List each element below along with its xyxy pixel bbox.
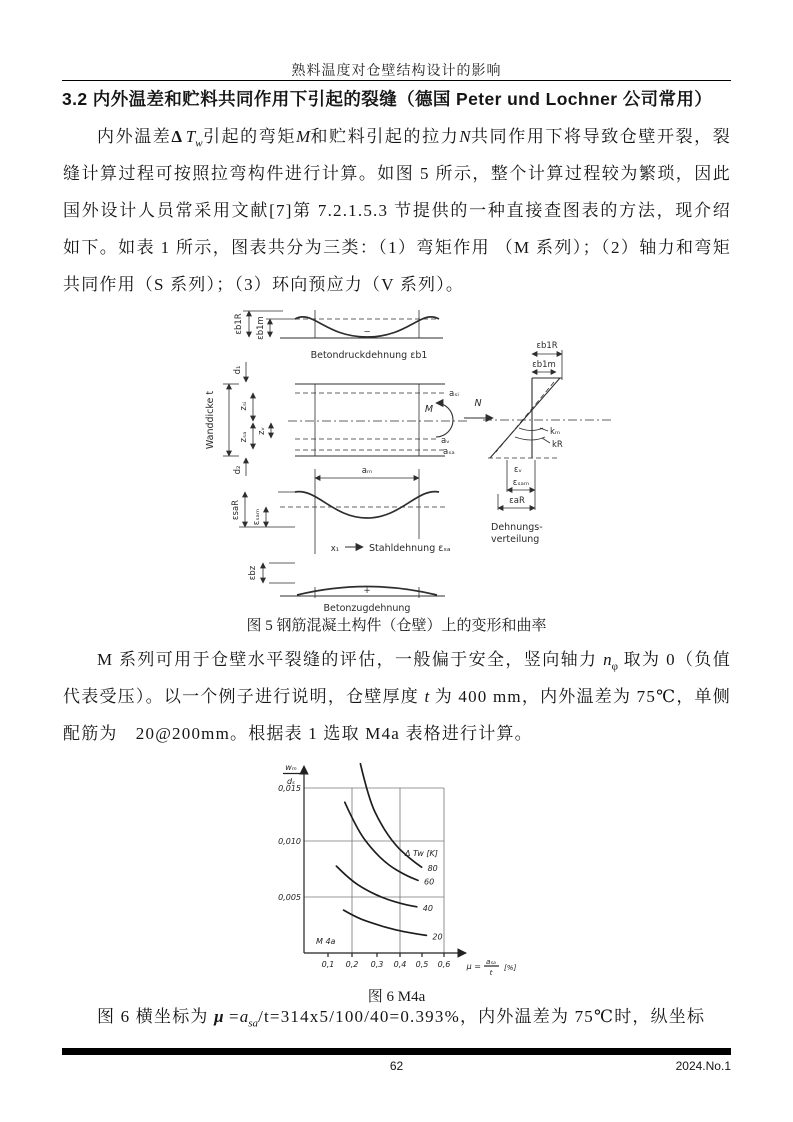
fig5-label-dehnungs: Dehnungs- <box>491 522 543 533</box>
curve-label: 40 <box>422 903 433 913</box>
fig5-label-a-si: aₛᵢ <box>449 389 459 399</box>
fig5-label-stahldehnung: Stahldehnung εₛₐ <box>369 543 451 554</box>
fig5-label-eps-b1m-right: εb1m <box>532 360 556 370</box>
y-tick-label: 0,005 <box>278 893 301 902</box>
fig5-label-eps-b1R-right: εb1R <box>536 341 558 351</box>
x-tick-label: 0,1 <box>321 960 335 969</box>
text-run: 引起的弯矩 <box>202 127 296 146</box>
symbol-a: a <box>239 1007 249 1026</box>
subscript-w: w <box>195 137 203 150</box>
text-run: = <box>223 1007 240 1026</box>
symbol-n: n <box>603 650 612 669</box>
subscript-sa: sa <box>248 1017 259 1030</box>
paragraph-1 <box>63 118 731 303</box>
x-axis-label-numerator: aₛₐ <box>486 957 496 966</box>
fig5-dehnungsverteilung-group <box>483 341 611 545</box>
figure-6-caption: 图 6 M4a <box>367 989 426 1005</box>
section-heading: 3.2 内外温差和贮料共同作用下引起的裂缝（德国 Peter und Lochner 公司常用） <box>62 89 713 109</box>
x-tick-label: 0,4 <box>393 960 407 969</box>
fig6-series-label: M 4a <box>316 937 336 946</box>
fig5-label-k-R: kR <box>552 440 563 450</box>
fig5-plus-sign: + <box>363 586 371 596</box>
y-tick-label: 0,010 <box>278 837 301 846</box>
fig5-label-a-v: aᵥ <box>441 436 450 446</box>
y-axis-denominator: dₛ <box>286 777 296 786</box>
fig5-label-a-m: aₘ <box>361 466 373 476</box>
fig6-x-axis-label <box>466 957 517 977</box>
delta-symbol: Δ <box>171 127 186 146</box>
fig6-legend: Δ Tw [K] <box>405 849 438 858</box>
fig6-x-tick-labels <box>322 960 451 969</box>
subscript-phi: φ <box>611 660 618 673</box>
figure-6 <box>278 756 523 991</box>
fig5-label-eps-bz: εbz <box>248 565 258 581</box>
y-tick-label: 0,015 <box>278 784 301 793</box>
text-run: 和贮料引起的拉力 <box>310 127 460 146</box>
chart-curve-40 <box>336 866 416 907</box>
x-tick-label: 0,6 <box>437 960 451 969</box>
figure-5 <box>183 306 613 621</box>
chart-curve-20 <box>344 910 427 935</box>
fig5-label-eps-saR: εsaR <box>231 499 241 521</box>
symbol-M: M <box>295 127 311 146</box>
figure-5-caption: 图 5 钢筋混凝土构件（仓壁）上的变形和曲率 <box>246 618 547 634</box>
fig5-label-k-m: kₘ <box>550 427 561 437</box>
x-tick-label: 0,2 <box>345 960 359 969</box>
curve-label: 60 <box>424 877 435 887</box>
journal-header: 熟料温度对仓壁结构设计的影响 <box>291 64 502 79</box>
fig6-grid <box>304 788 444 953</box>
text-run: /t=314x5/100/40=0.393%，内外温差为 75℃时，纵坐标 <box>258 1007 706 1026</box>
text-run: 图 6 横坐标为 <box>97 1007 215 1026</box>
x-axis-label-unit: [%] <box>504 963 517 972</box>
fig5-label-d1: d₁ <box>233 365 243 375</box>
fig5-label-eps-v: εᵥ <box>513 465 523 475</box>
figure-6-svg <box>278 756 523 986</box>
text-run: 取为 0（负值代表受压）。以一个例子进行说明，仓壁厚度 <box>63 650 731 706</box>
fig5-label-eps-sam-right: εₛₐₘ <box>512 478 530 488</box>
fig5-label-verteilung: verteilung <box>491 534 540 545</box>
fig5-label-eps-aR: εaR <box>509 496 525 506</box>
fig5-label-x1: x₁ <box>330 544 340 554</box>
text-run: 为 400 mm，内外温差为 75℃，单侧配筋为 20@200mm。根据表 1 选取 M4a 表格进行计算。 <box>63 687 731 743</box>
text-run: 共同作用下将导致仓壁开裂，裂缝计算过程可按照拉弯构件进行计算。如图 5 所示，整个计算过程较为繁琐，因此国外设计人员常采用文献[7]第 7.2.1.5.3 节提供的一种直接查图表的方法，现介绍如下。如表 1 所示，图表共分为三类：（1）弯矩作用 （M 系列）；（2）轴力和弯矩共同作用（S 系列）；（3）环向预应力（V 系列）。 <box>63 127 731 294</box>
y-axis-numerator: wₘ <box>285 763 297 772</box>
issue-label: 2024.No.1 <box>675 1059 731 1073</box>
x-tick-label: 0,5 <box>415 960 429 969</box>
curve-label: 20 <box>432 932 443 942</box>
fig5-wall-group <box>205 362 493 476</box>
fig5-label-z-si: zₛᵢ <box>239 401 249 411</box>
symbol-t: t <box>424 687 430 706</box>
fig5-label-eps-b1R: εb1R <box>234 313 244 335</box>
fig5-label-a-sa: aₛₐ <box>443 447 455 457</box>
fig5-minus-sign: − <box>363 327 371 337</box>
paragraph-2 <box>63 641 731 752</box>
page-number: 62 <box>389 1059 404 1073</box>
fig5-label-betondruckdehnung: Betondruckdehnung εb1 <box>310 350 428 361</box>
fig5-label-d2: d₂ <box>233 465 243 475</box>
fig5-stahldehnung-group <box>231 466 451 554</box>
text-run: M 系列可用于仓壁水平裂缝的评估，一般偏于安全，竖向轴力 <box>97 650 604 669</box>
fig5-label-betonzugdehnung: Betonzugdehnung <box>323 603 411 614</box>
fig5-label-eps-sam-left: εₛₐₘ <box>252 508 262 526</box>
fig5-label-z-sa: zₛₐ <box>239 431 249 443</box>
fig6-y-tick-labels <box>278 784 301 902</box>
x-tick-label: 0,3 <box>370 960 384 969</box>
fig5-label-wanddicke: Wanddicke t <box>205 390 216 450</box>
fig5-betondruck-group <box>234 310 443 361</box>
fig5-label-eps-b1m: εb1m <box>256 316 266 340</box>
header-rule <box>62 80 731 81</box>
figure-5-svg <box>183 306 613 616</box>
symbol-N: N <box>459 127 471 146</box>
symbol-mu: μ <box>214 1007 224 1026</box>
fig6-y-axis-label <box>283 763 300 786</box>
fig5-label-N: N <box>474 398 482 409</box>
paragraph-3 <box>63 998 731 1035</box>
footer-bar <box>62 1048 731 1055</box>
fig5-label-M: M <box>424 404 434 415</box>
text-run: 内外温差 <box>97 127 172 146</box>
fig5-betonzug-group <box>248 563 445 614</box>
x-axis-label-mu: μ = <box>466 962 481 971</box>
symbol-T: T <box>185 127 196 146</box>
fig5-label-z-v: zᵥ <box>257 426 267 436</box>
x-axis-label-denominator: t <box>489 968 493 977</box>
curve-label: 80 <box>427 864 438 874</box>
